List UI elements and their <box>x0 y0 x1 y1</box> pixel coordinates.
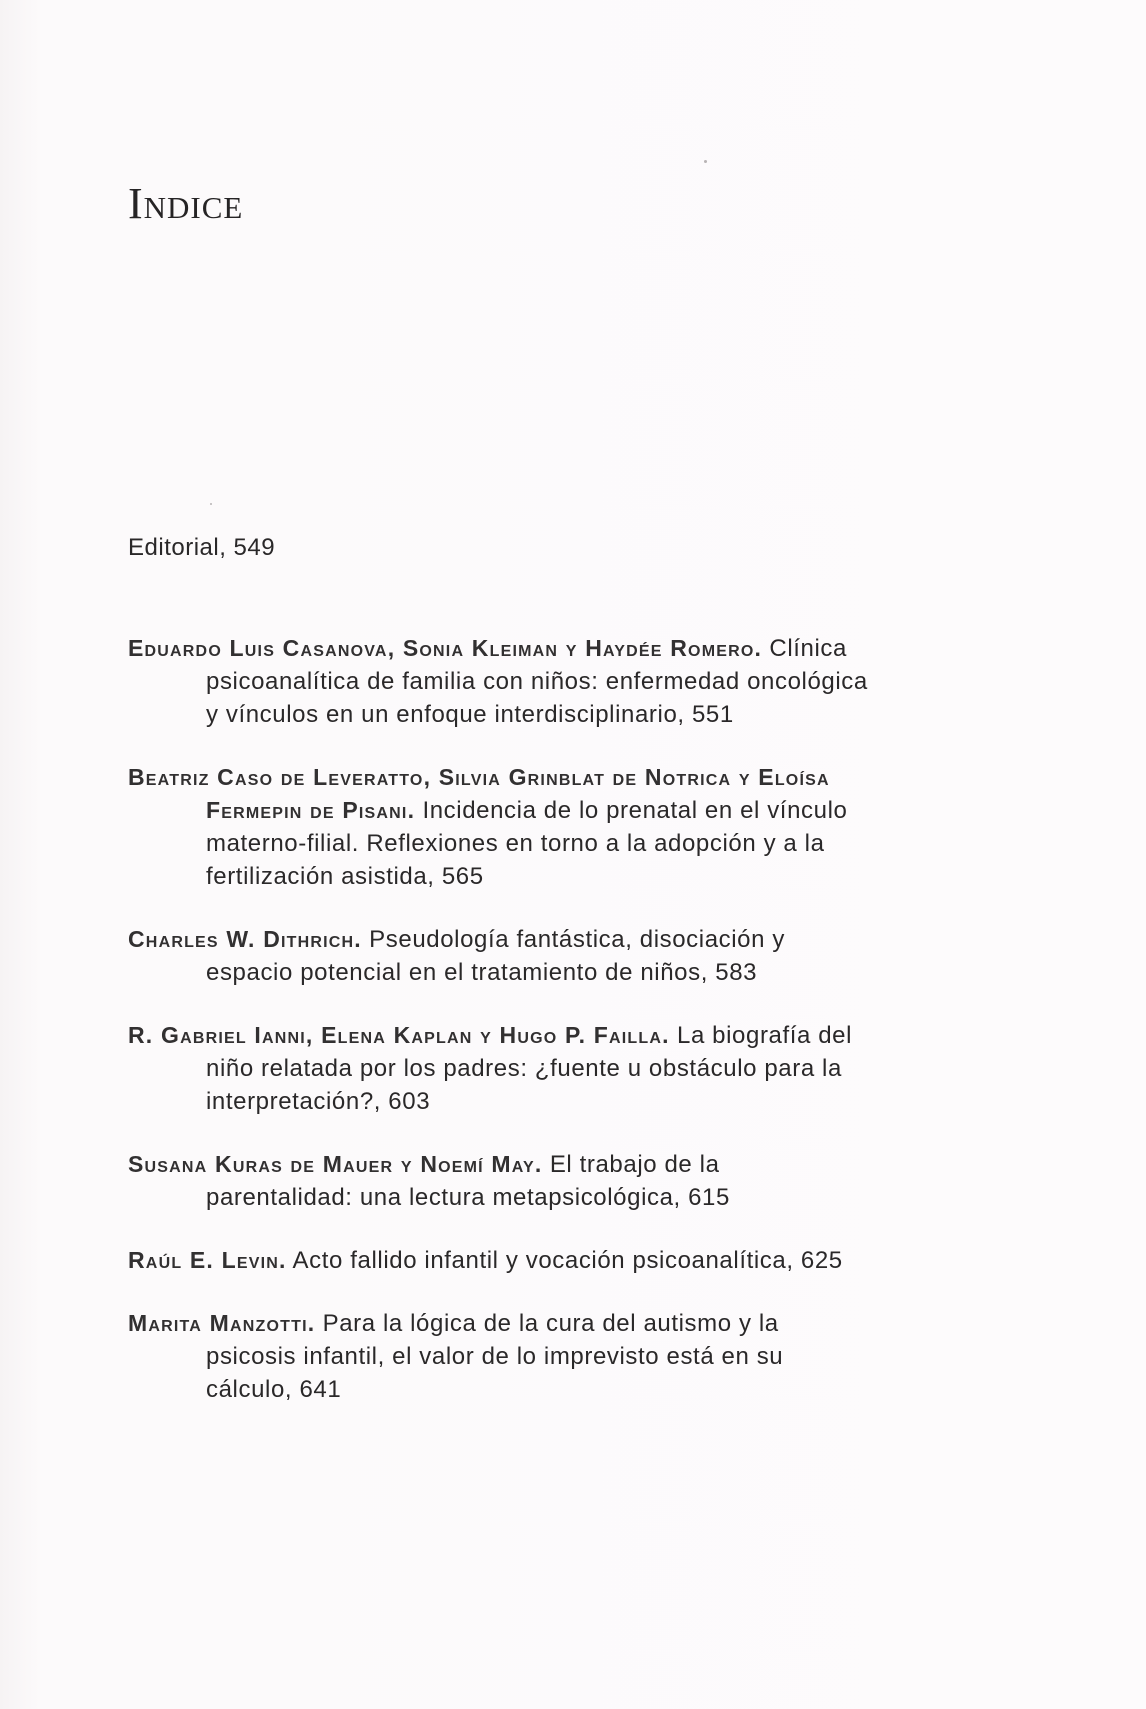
entry-authors: Eduardo Luis Casanova, Sonia Kleiman y Haydée Romero. <box>128 635 763 661</box>
entry-authors: R. Gabriel Ianni, Elena Kaplan y Hugo P. Failla. <box>128 1022 670 1048</box>
toc-entry <box>128 1148 868 1214</box>
editorial-entry: Editorial, 549 <box>128 534 276 561</box>
entry-authors: Charles W. Dithrich. <box>128 926 362 952</box>
entry-title: El trabajo de la parentalidad: una lectura metapsicológica, 615 <box>206 1151 730 1211</box>
entry-title: Pseudología fantástica, disociación y espacio potencial en el tratamiento de niños, 583 <box>206 926 785 986</box>
toc-entry <box>128 632 868 731</box>
entry-title: Acto fallido infantil y vocación psicoanalítica, 625 <box>292 1247 843 1274</box>
toc-entry <box>128 1244 868 1277</box>
entry-authors: Marita Manzotti. <box>128 1310 316 1336</box>
entry-title: La biografía del niño relatada por los padres: ¿fuente u obstáculo para la interpretación?, 603 <box>206 1022 853 1115</box>
paper-speck <box>210 503 212 505</box>
toc-entry <box>128 1307 868 1406</box>
entry-title: Clínica psicoanalítica de familia con niños: enfermedad oncológica y vínculos en un enfoque interdisciplinario, 551 <box>206 635 868 728</box>
entry-title: Incidencia de lo prenatal en el vínculo materno-filial. Reflexiones en torno a la adopción y a la fertilización asistida, 565 <box>206 797 848 890</box>
entry-authors: Beatriz Caso de Leveratto, Silvia Grinblat de Notrica y Eloísa Fermepin de Pisani. <box>128 764 830 823</box>
toc-entry <box>128 923 868 989</box>
entry-title: Para la lógica de la cura del autismo y la psicosis infantil, el valor de lo imprevisto está en su cálculo, 641 <box>206 1310 784 1403</box>
paper-speck <box>704 160 707 163</box>
toc-entry <box>128 761 868 893</box>
page-title: Indice <box>128 179 244 228</box>
entry-authors: Susana Kuras de Mauer y Noemí May. <box>128 1151 543 1177</box>
toc-list <box>128 632 868 1406</box>
toc-entry <box>128 1019 868 1118</box>
entry-authors: Raúl E. Levin. <box>128 1247 287 1273</box>
